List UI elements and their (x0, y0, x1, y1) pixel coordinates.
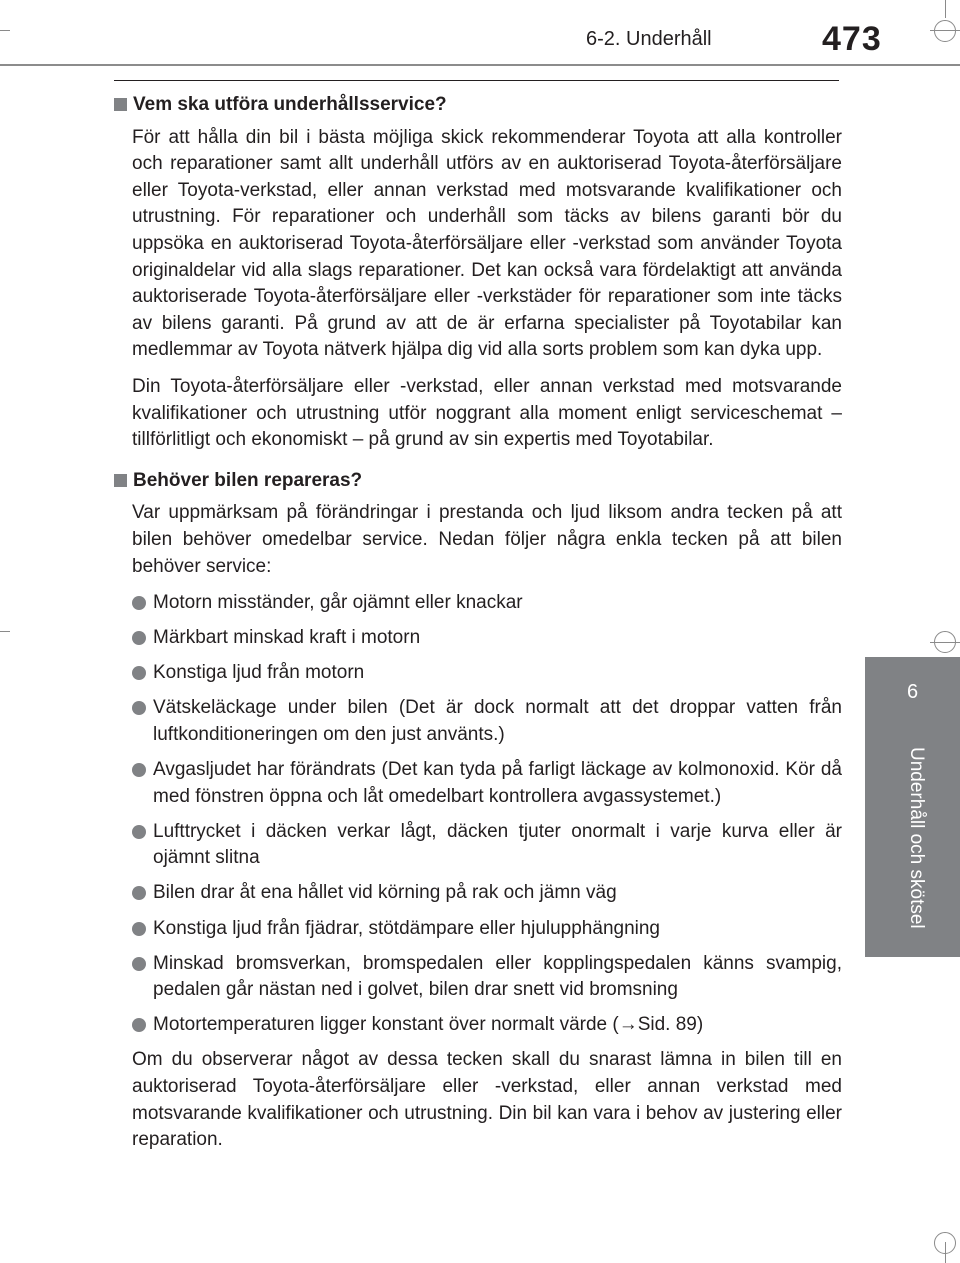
chapter-label: Underhåll och skötsel (906, 747, 927, 929)
circle-bullet-icon (132, 701, 146, 715)
circle-bullet-icon (132, 957, 146, 971)
circle-bullet-icon (132, 1018, 146, 1032)
circle-bullet-icon (132, 666, 146, 680)
circle-bullet-icon (132, 886, 146, 900)
paragraph: För att hålla din bil i bästa möjliga skick rekommenderar Toyota att alla kontroller och reparationer samt allt underhåll utförs av en auktoriserad Toyota-återförsäljare eller Toyota-verkstad, eller annan verkstad med motsvarande kvalifikationer och utrustning. För reparationer och underhåll som täcks av bilens garanti bör du uppsöka en auktoriserad Toyota-återförsäljare eller -verkstad som använder Toyota originaldelar vid alla slags reparationer. Det kan också vara fördelaktigt att använda auktoriserade Toyota-återförsäljare eller -verkstäder för reparationer som inte täcks av bilens garanti. På grund av att de är erfarna specialister på Toyotabilar kan medlemmar av Toyota nätverk hjälpa dig vid alla sorts problem som kan dyka upp. (132, 126, 842, 361)
square-bullet-icon (114, 474, 127, 487)
list-item: Motortemperaturen ligger konstant över normalt värde (→Sid. 89) (132, 1012, 842, 1039)
crop-mark (0, 30, 10, 31)
circle-bullet-icon (132, 825, 146, 839)
list-item: Motorn misständer, går ojämnt eller knackar (132, 590, 842, 617)
chapter-number: 6 (906, 681, 919, 703)
chapter-side-tab (865, 657, 960, 957)
list-item: Minskad bromsverkan, bromspedalen eller kopplingspedalen känns svampig, pedalen går nästan ned i golvet, bilen drar snett vid bromsning (132, 951, 842, 1004)
list-item: Vätskeläckage under bilen (Det är dock normalt att det droppar vatten från luftkonditioneringen om den just använts.) (132, 695, 842, 748)
content-rule (114, 80, 839, 81)
registration-mark (934, 631, 956, 653)
list-item: Bilen drar åt ena hållet vid körning på rak och jämn väg (132, 880, 842, 907)
list-item: Konstiga ljud från motorn (132, 660, 842, 687)
list-item: Märkbart minskad kraft i motorn (132, 625, 842, 652)
section-heading-text: Behöver bilen repareras? (133, 469, 363, 491)
registration-mark (934, 20, 956, 42)
paragraph: Om du observerar något av dessa tecken skall du snarast lämna in bilen till en auktoriserad Toyota-återförsäljare eller -verkstad, eller annan verkstad med motsvarande kvalifikationer och utrustning. Din bil kan vara i behov av justering eller reparation. (132, 1049, 842, 1151)
registration-mark (934, 1232, 956, 1254)
circle-bullet-icon (132, 922, 146, 936)
paragraph: Var uppmärksam på förändringar i prestanda och ljud liksom andra tecken på att bilen behöver omedelbar service. Nedan följer några enkla tecken på att bilen behöver service: (132, 502, 842, 577)
crop-mark (0, 631, 10, 632)
crop-mark (945, 0, 946, 18)
symptom-list (132, 590, 842, 1039)
list-item: Avgasljudet har förändrats (Det kan tyda på farligt läckage av kolmonoxid. Kör då med fönstren öppna och låt omedelbart kontrollera avgassystemet.) (132, 757, 842, 810)
section-heading (112, 468, 842, 495)
section-heading (112, 92, 842, 119)
list-item: Konstiga ljud från fjädrar, stötdämpare eller hjulupphängning (132, 916, 842, 943)
paragraph: Din Toyota-återförsäljare eller -verkstad, eller annan verkstad med motsvarande kvalifikationer och utrustning utför noggrant alla moment enligt serviceschemat – tillförlitligt och ekonomiskt – på grund av sin expertis med Toyotabilar. (132, 375, 842, 451)
circle-bullet-icon (132, 763, 146, 777)
header-section-title: 6-2. Underhåll (586, 28, 712, 50)
circle-bullet-icon (132, 596, 146, 610)
page-number: 473 (822, 20, 882, 58)
square-bullet-icon (114, 98, 127, 111)
header-rule (0, 64, 960, 66)
section-heading-text: Vem ska utföra underhållsservice? (133, 94, 447, 115)
page-content (112, 92, 842, 1164)
circle-bullet-icon (132, 631, 146, 645)
list-item: Lufttrycket i däcken verkar lågt, däcken tjuter onormalt i varje kurva eller är ojämnt slitna (132, 819, 842, 872)
